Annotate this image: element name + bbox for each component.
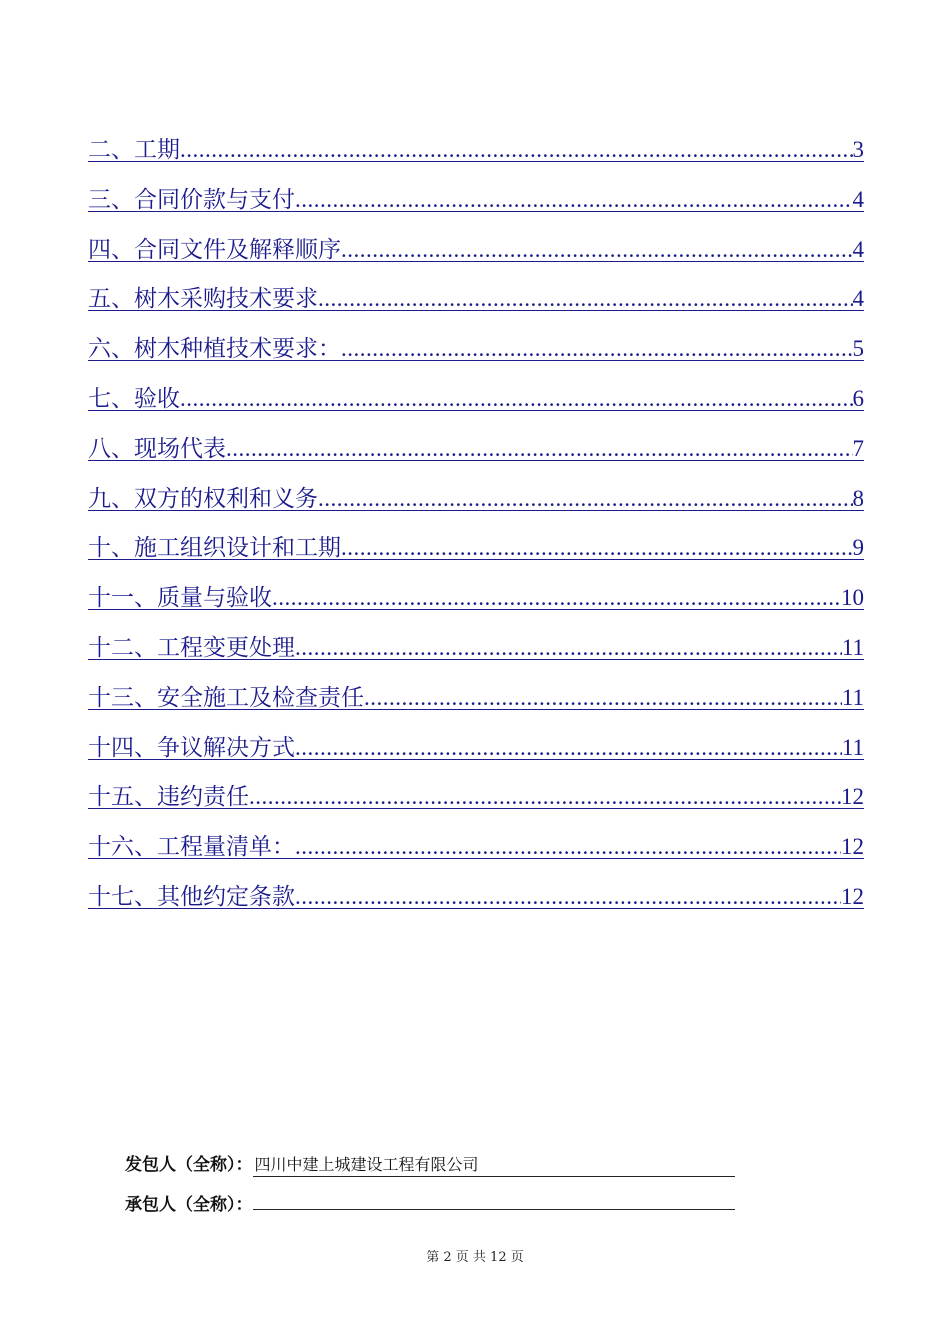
toc-title: 八、现场代表: [88, 435, 226, 462]
toc-leader: [318, 279, 853, 319]
employer-label: 发包人（全称）：: [125, 1155, 253, 1175]
toc-leader: [341, 329, 853, 369]
toc-page-number: 9: [852, 535, 864, 561]
toc-page-number: 12: [841, 883, 864, 909]
toc-page-number: 4: [852, 186, 864, 212]
toc-title: 九、双方的权利和义务: [88, 485, 318, 512]
toc-title: 四、合同文件及解释顺序: [88, 236, 341, 263]
toc-leader: [295, 180, 853, 220]
toc-leader: [295, 877, 841, 917]
toc-title: 十四、争议解决方式: [88, 734, 295, 761]
contractor-name-field: [253, 1187, 735, 1210]
toc-leader: [180, 130, 853, 170]
toc-leader: [295, 728, 842, 768]
toc-leader: [295, 628, 842, 668]
toc-page-number: 12: [841, 784, 864, 810]
toc-title: 六、树木种植技术要求：: [88, 336, 341, 363]
toc-page-number: 12: [841, 834, 864, 860]
toc-title: 十五、违约责任: [88, 784, 249, 811]
toc-entry[interactable]: [88, 578, 864, 628]
toc-entry[interactable]: [88, 429, 864, 479]
toc-leader: [180, 379, 853, 419]
toc-entry[interactable]: [88, 230, 864, 280]
toc-page-number: 4: [852, 286, 864, 312]
contractor-signature-line: [125, 1187, 735, 1215]
toc-page-number: 3: [852, 137, 864, 162]
toc-entry[interactable]: [88, 528, 864, 578]
toc-page-number: 6: [852, 385, 864, 411]
toc-leader: [249, 777, 841, 817]
toc-page-number: 8: [852, 485, 864, 511]
toc-entry[interactable]: [88, 279, 864, 329]
toc-page-number: 7: [852, 435, 864, 461]
toc-leader: [295, 827, 841, 867]
toc-page-number: 11: [841, 684, 864, 710]
toc-leader: [341, 230, 853, 270]
toc-leader: [364, 678, 842, 718]
toc-title: 十六、工程量清单：: [88, 834, 295, 861]
toc-entry[interactable]: [88, 678, 864, 728]
toc-entry[interactable]: [88, 180, 864, 230]
toc-title: 三、合同价款与支付: [88, 186, 295, 213]
toc-page-number: 4: [852, 236, 864, 262]
toc-title: 二、工期: [88, 137, 180, 163]
toc-entry[interactable]: [88, 130, 864, 180]
employer-name-field: 四川中建上城建设工程有限公司: [253, 1154, 735, 1177]
toc-page-number: 10: [841, 585, 864, 611]
page-footer: 第 2 页 共 12 页: [426, 1250, 524, 1265]
toc-title: 十一、质量与验收: [88, 585, 272, 612]
toc-entry[interactable]: [88, 728, 864, 778]
toc-title: 十三、安全施工及检查责任: [88, 684, 364, 711]
toc-entry[interactable]: [88, 379, 864, 429]
toc-entry[interactable]: [88, 479, 864, 529]
toc-title: 五、树木采购技术要求: [88, 286, 318, 313]
toc-entry[interactable]: [88, 877, 864, 927]
toc-entry[interactable]: [88, 329, 864, 379]
toc-entry[interactable]: [88, 777, 864, 827]
toc-page-number: 11: [841, 734, 864, 760]
toc-title: 七、验收: [88, 385, 180, 412]
toc-leader: [318, 479, 853, 519]
toc-title: 十七、其他约定条款: [88, 883, 295, 910]
toc-leader: [341, 528, 853, 568]
toc-leader: [272, 578, 841, 618]
toc-leader: [226, 429, 853, 469]
contractor-label: 承包人（全称）：: [125, 1195, 253, 1215]
toc-entry[interactable]: [88, 628, 864, 678]
table-of-contents: [88, 130, 864, 927]
toc-title: 十、施工组织设计和工期: [88, 535, 341, 562]
toc-entry[interactable]: [88, 827, 864, 877]
toc-page-number: 11: [841, 634, 864, 660]
employer-signature-line: [125, 1150, 735, 1177]
toc-title: 十二、工程变更处理: [88, 634, 295, 661]
toc-page-number: 5: [852, 336, 864, 362]
